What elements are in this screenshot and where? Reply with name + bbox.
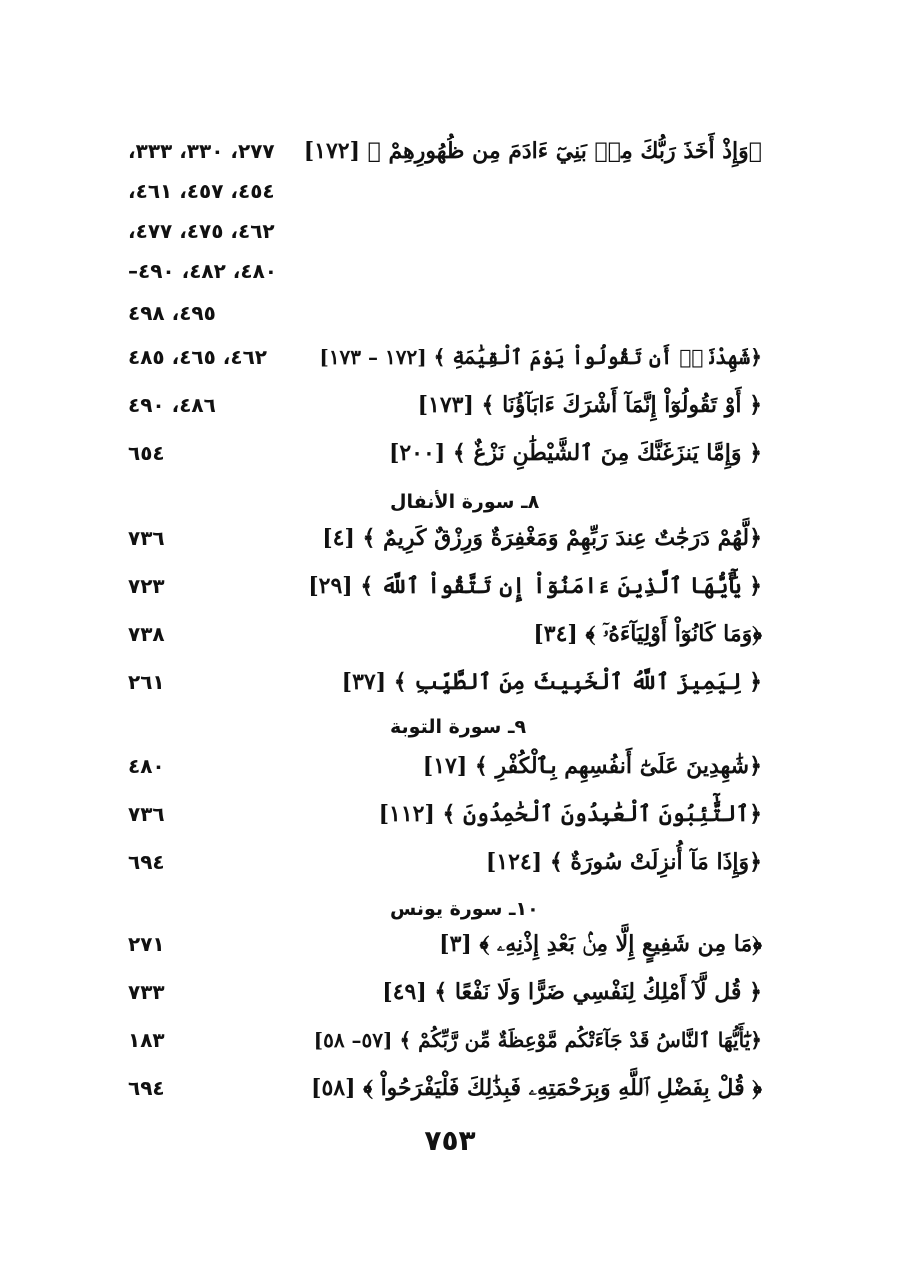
- page-number: ٧٥٣: [424, 1124, 476, 1157]
- page-references: ٧٣٦: [128, 802, 165, 826]
- list-item: [0, 337, 900, 377]
- surah-heading-text: ٩ـ سورة التوبة: [390, 716, 527, 738]
- list-item: [0, 614, 900, 654]
- verse-text: ﴿ يَٰٓأَيُّهَا ٱلَّذِينَ ءَامَنُوٓاْ إِن تَتَّقُواْ ٱللَّهَ ﴾ [٢٩]: [308, 573, 762, 599]
- surah-heading-text: ٨ـ سورة الأنفال: [390, 491, 540, 513]
- verse-text: ﴿لَّهُمْ دَرَجَٰتٌ عِندَ رَبِّهِمْ وَمَغْفِرَةٌ وَرِزْقٌ كَرِيمٌ ﴾ [٤]: [322, 525, 762, 551]
- list-item: [0, 1020, 900, 1060]
- verse-text: ﴿وَمَا كَانُوٓاْ أَوْلِيَآءَهُۥٓ ﴾ [٣٤]: [533, 621, 762, 647]
- page-references: ٢٧٧، ٣٣٠، ٣٣٣،: [128, 139, 275, 163]
- page-references: ٤٦٢، ٤٧٥، ٤٧٧،: [128, 219, 275, 243]
- page-references: ٤٨٦، ٤٩٠: [128, 393, 216, 417]
- page-references: ١٨٣: [128, 1028, 165, 1052]
- page-references: ٦٥٤: [128, 441, 165, 465]
- page-references: ٤٨٠، ٤٨٢، ٤٩٠–: [128, 259, 277, 283]
- page-references: ٤٥٤، ٤٥٧، ٤٦١،: [128, 179, 275, 203]
- page-references: ٧٢٣: [128, 574, 165, 598]
- verse-text: ﴿ لِيَمِيزَ ٱللَّهُ ٱلْخَبِيثَ مِنَ ٱلطَّيِّبِ ﴾ [٣٧]: [341, 669, 762, 695]
- list-item: [0, 211, 900, 251]
- surah-heading-text: ١٠ـ سورة يونس: [390, 898, 539, 920]
- verse-text: ﴿ٱلتَّٰٓئِبُونَ ٱلْعَٰبِدُونَ ٱلْحَٰمِدُونَ ﴾ [١١٢]: [378, 801, 762, 827]
- surah-heading: [0, 892, 900, 926]
- page-references: ٧٣٦: [128, 526, 165, 550]
- list-item: [0, 662, 900, 702]
- surah-heading: [0, 710, 900, 744]
- list-item: [0, 433, 900, 473]
- verse-text: ﴿وَإِذَا مَآ أُنزِلَتْ سُورَةٌ ﴾ [١٢٤]: [485, 849, 762, 875]
- page-references: ٤٦٢، ٤٦٥، ٤٨٥: [128, 345, 267, 369]
- list-item: [0, 794, 900, 834]
- surah-heading: [0, 485, 900, 519]
- verse-text: ﴿شَٰهِدِينَ عَلَىٰٓ أَنفُسِهِم بِٱلْكُفْرِ ﴾ [١٧]: [422, 753, 762, 779]
- list-item: [0, 1068, 900, 1108]
- list-item: [0, 566, 900, 606]
- list-item: [0, 972, 900, 1012]
- page-references: ٦٩٤: [128, 850, 165, 874]
- page-references: ٧٣٨: [128, 622, 165, 646]
- list-item: [0, 842, 900, 882]
- list-item: [0, 924, 900, 964]
- page-references: ٤٨٠: [128, 754, 165, 778]
- list-item: [0, 385, 900, 425]
- page-references: ٧٣٣: [128, 980, 165, 1004]
- page-references: ٢٧١: [128, 932, 165, 956]
- list-item: [0, 251, 900, 291]
- page-references: ٢٦١: [128, 670, 165, 694]
- list-item: [0, 746, 900, 786]
- list-item: [0, 518, 900, 558]
- list-item: [0, 131, 900, 171]
- verse-text: ﴿شَهِدْنَآۚ أَن تَقُولُواْ يَوْمَ ٱلْقِيَٰمَةِ ﴾ [١٧٢ – ١٧٣]: [319, 345, 762, 369]
- verse-text: ﴿ قُل لَّآ أَمْلِكُ لِنَفْسِي ضَرًّا وَلَا نَفْعًا ﴾ [٤٩]: [382, 979, 762, 1005]
- list-item: [0, 171, 900, 211]
- verse-text: ﴿ أَوْ تَقُولُوٓاْ إِنَّمَآ أَشْرَكَ ءَابَآؤُنَا ﴾ [١٧٣]: [417, 392, 762, 418]
- verse-text: ﴿ قُلْ بِفَضْلِ ٱللَّهِ وَبِرَحْمَتِهِۦ فَبِذَٰلِكَ فَلْيَفْرَحُواْ ﴾ [٥٨]: [311, 1075, 762, 1101]
- list-item: [0, 293, 900, 333]
- verse-text: ﴿ وَإِمَّا يَنزَغَنَّكَ مِنَ ٱلشَّيْطَٰنِ نَزْغٌ ﴾ [٢٠٠]: [388, 440, 762, 466]
- verse-text: ﴿وَإِذْ أَخَذَ رَبُّكَ مِنۢ بَنِيٓ ءَادَمَ مِن ظُهُورِهِمْ ﴾ [١٧٢]: [303, 138, 762, 164]
- page-references: ٦٩٤: [128, 1076, 165, 1100]
- page-references: ٤٩٥، ٤٩٨: [128, 301, 216, 325]
- verse-text: ﴿يَٰٓأَيُّهَا ٱلنَّاسُ قَدْ جَآءَتْكُم مَّوْعِظَةٌ مِّن رَّبِّكُمْ ﴾ [٥٧– ٥٨]: [313, 1028, 762, 1052]
- verse-text: ﴿مَا مِن شَفِيعٍ إِلَّا مِنۢ بَعْدِ إِذْنِهِۦ ﴾ [٣]: [439, 931, 762, 957]
